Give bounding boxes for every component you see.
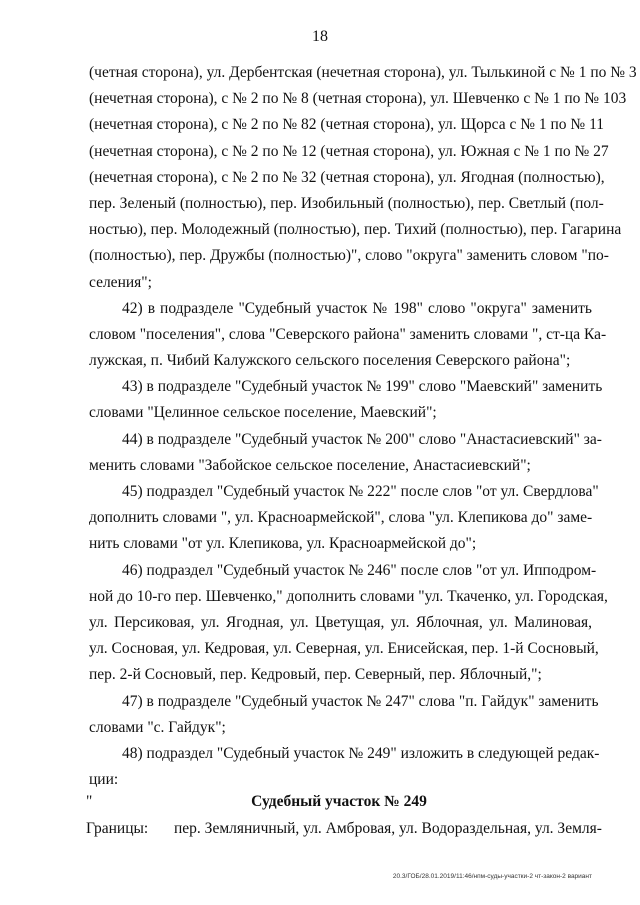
section-title: Судебный участок № 249 bbox=[251, 793, 427, 810]
opening-quote-mark: " bbox=[86, 793, 93, 810]
bounds-text: пер. Земляничный, ул. Амбровая, ул. Водораздельная, ул. Земля- bbox=[174, 820, 602, 837]
text-line: 48) подраздел "Судебный участок № 249" изложить в следующей редак- bbox=[122, 744, 600, 762]
text-line: пер. Зеленый (полностью), пер. Изобильный (полностью), пер. Светлый (пол- bbox=[89, 194, 604, 212]
text-line: ул. Сосновая, ул. Кедровая, ул. Северная, ул. Енисейская, пер. 1-й Сосновый, bbox=[89, 640, 599, 658]
text-line: 46) подраздел "Судебный участок № 246" после слов "от ул. Ипподром- bbox=[122, 561, 597, 579]
text-line: (четная сторона), ул. Дербентская (нечетная сторона), ул. Тылькиной с № 1 по № 3 bbox=[89, 64, 637, 81]
text-line: дополнить словами ", ул. Красноармейской", слова "ул. Клепикова до" заме- bbox=[89, 509, 593, 527]
text-line: словами "с. Гайдук"; bbox=[89, 718, 226, 736]
text-line: ностью), пер. Молодежный (полностью), пер. Тихий (полностью), пер. Гагарина bbox=[89, 221, 622, 239]
text-line: 42) в подразделе "Судебный участок № 198" слово "округа" заменить bbox=[122, 299, 592, 317]
text-line: (нечетная сторона), с № 2 по № 82 (четная сторона), ул. Щорса с № 1 по № 11 bbox=[89, 116, 605, 134]
text-line: селения"; bbox=[89, 273, 152, 291]
text-line: (нечетная сторона), с № 2 по № 12 (четная сторона), ул. Южная с № 1 по № 27 bbox=[89, 142, 609, 160]
text-line: (нечетная сторона), с № 2 по № 8 (четная сторона), ул. Шевченко с № 1 по № 103 bbox=[89, 90, 627, 108]
text-line: пер. 2-й Сосновый, пер. Кедровый, пер. Северный, пер. Яблочный,"; bbox=[89, 666, 542, 684]
text-line: ул. Персиковая, ул. Ягодная, ул. Цветущая, ул. Яблочная, ул. Малиновая, bbox=[89, 613, 592, 631]
text-line: 44) в подразделе "Судебный участок № 200" слово "Анастасиевский" за- bbox=[122, 430, 602, 448]
text-line: ции: bbox=[89, 771, 119, 789]
text-line: лужская, п. Чибий Калужского сельского поселения Северского района"; bbox=[89, 352, 571, 370]
text-line: (нечетная сторона), с № 2 по № 32 (четная сторона), ул. Ягодная (полностью), bbox=[89, 168, 605, 186]
page-number: 18 bbox=[312, 28, 328, 45]
text-line: менить словами "Забойское сельское поселение, Анастасиевский"; bbox=[89, 456, 531, 474]
text-line: словами "Целинное сельское поселение, Маевский"; bbox=[89, 404, 437, 422]
bounds-label: Границы: bbox=[86, 820, 149, 837]
text-line: (полностью), пер. Дружбы (полностью)", слово "округа" заменить словом "по- bbox=[89, 247, 609, 265]
section-heading-row bbox=[86, 793, 592, 819]
text-line: 45) подраздел "Судебный участок № 222" после слов "от ул. Свердлова" bbox=[122, 483, 599, 500]
body-text bbox=[89, 60, 637, 793]
text-line: нить словами "от ул. Клепикова, ул. Красноармейской до"; bbox=[89, 535, 477, 553]
text-line: ной до 10-го пер. Шевченко," дополнить словами "ул. Ткаченко, ул. Городская, bbox=[89, 587, 608, 605]
text-line: 43) в подразделе "Судебный участок № 199" слово "Маевский" заменить bbox=[122, 378, 603, 396]
text-line: словом "поселения", слова "Северского района" заменить словами ", ст-ца Ка- bbox=[89, 325, 607, 343]
footer-stamp: 20.3/ГОБ/28.01.2019/11:46/нпм-суды-участки-2 чт-закон-2 вариант bbox=[392, 873, 592, 880]
text-line: 47) в подразделе "Судебный участок № 247" слова "п. Гайдук" заменить bbox=[122, 692, 599, 710]
